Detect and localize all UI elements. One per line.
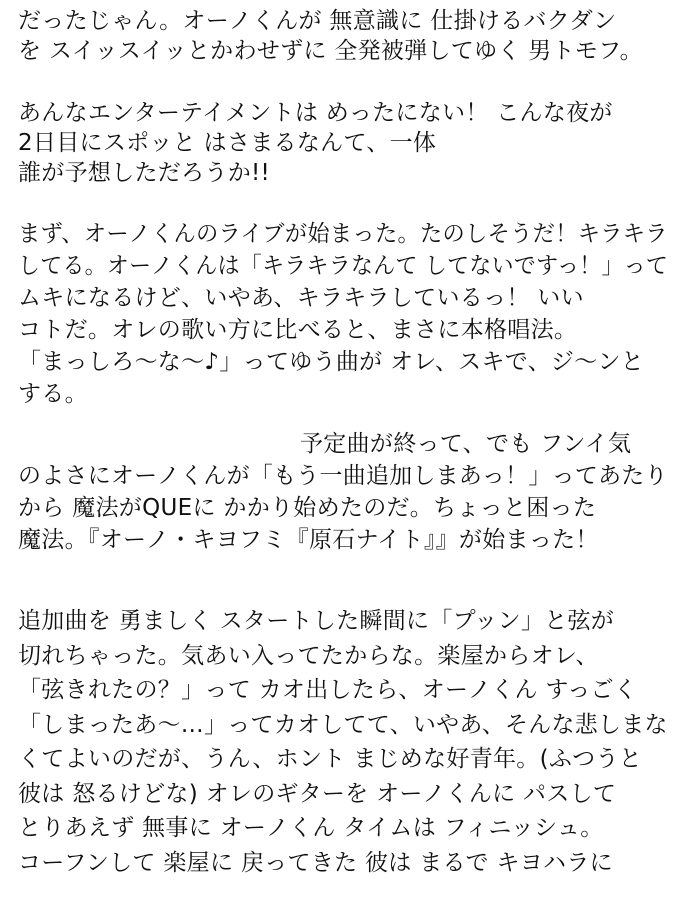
text-line: 切れちゃった。気あい入ってたからな。楽屋からオレ、 [18, 642, 599, 669]
text-line: コトだ。オレの歌い方に比べると、まさに本格唱法。 [18, 317, 578, 343]
text-line: のよさにオーノくんが「もう一曲追加しまあっ！」ってあたり [18, 463, 668, 489]
text-line: くてよいのだが、うん、ホント まじめな好青年。(ふつうと [18, 746, 643, 772]
text-line: する。 [18, 381, 88, 407]
text-line: まず、オーノくんのライブが始まった。たのしそうだ！キラキラ [18, 221, 668, 247]
text-line: 「弦きれたの？」って カオ出したら、オーノくん すっごく [18, 677, 638, 703]
text-line: を スイッスイッとかわせずに 全発被弾してゆく 男トモフ。 [18, 38, 643, 64]
text-line: だったじゃん。オーノくんが 無意識に 仕掛けるバクダン [18, 8, 617, 34]
paragraph-3 [18, 218, 668, 410]
text-line: 彼は 怒るけどな) オレのギターを オーノくんに パスして [18, 780, 617, 807]
text-line: 2日目にスポッと はさまるなんて、一体 [18, 130, 437, 156]
text-line: 魔法。『オーノ・キヨフミ『原石ナイト』』が始まった！ [18, 527, 599, 553]
paragraph-2 [18, 98, 668, 188]
text-line: 予定曲が終って、でも フンイ気 [300, 431, 632, 457]
text-line: あんなエンターテイメントは めったにない！ こんな夜が [18, 100, 613, 126]
paragraph-5 [18, 604, 668, 880]
text-line: ムキになるけど、いやあ、キラキラしているっ！ いい [18, 285, 584, 311]
text-line: から 魔法がQUEに かかり始めたのだ。ちょっと困った [18, 495, 597, 521]
text-line: 「まっしろ〜な〜♪」ってゆう曲が オレ、スキで、ジ〜ンと [18, 349, 645, 375]
paragraph-1 [18, 6, 668, 66]
text-line: 誰が予想しただろうか!! [18, 160, 271, 186]
paragraph-4 [18, 428, 668, 556]
text-line: とりあえず 無事に オーノくん タイムは フィニッシュ。 [18, 815, 604, 841]
text-line: 「しまったあ〜…」ってカオしてて、いやあ、そんな悲しまな [18, 711, 668, 738]
text-line: してる。オーノくんは「キラキラなんて してないですっ！」って [18, 253, 669, 279]
text-line: 追加曲を 勇ましく スタートした瞬間に「プッン」と弦が [18, 608, 615, 634]
text-line: コーフンして 楽屋に 戻ってきた 彼は まるで キヨハラに [18, 849, 613, 876]
